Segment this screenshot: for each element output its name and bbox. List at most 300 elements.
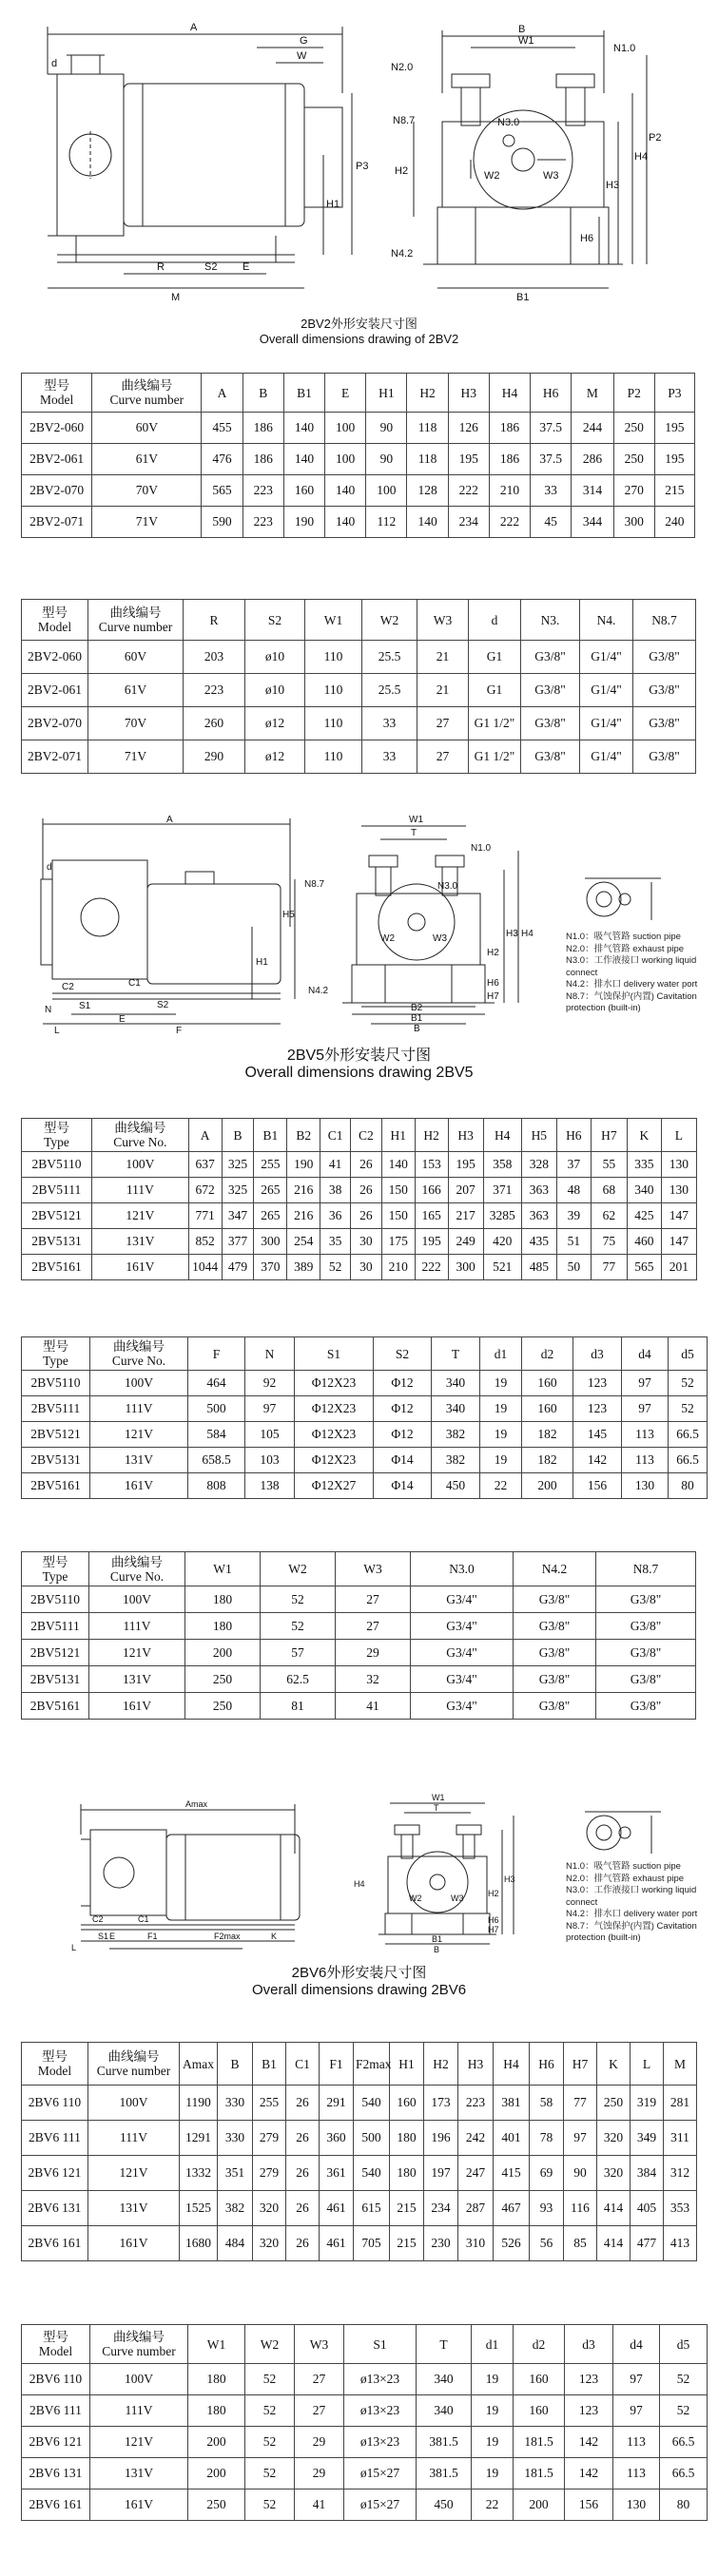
legend-line: N3.0：工作液接口 working liquid — [566, 1885, 697, 1895]
column-header-text: L — [642, 2056, 651, 2071]
table-cell: 2BV5110 — [22, 1152, 92, 1178]
table-cell: 52 — [320, 1255, 351, 1280]
table-cell: 19 — [472, 2395, 514, 2427]
table-cell: 131V — [92, 1229, 189, 1255]
column-header-text: Type — [42, 1568, 68, 1584]
table-cell: 247 — [458, 2156, 494, 2191]
table-cell: 477 — [631, 2226, 664, 2261]
table-cell: 413 — [664, 2226, 697, 2261]
table-cell: 1680 — [180, 2226, 218, 2261]
legend-line: N8.7：气蚀保护(内置) Cavitation — [566, 1920, 697, 1932]
table-cell: 150 — [381, 1203, 415, 1229]
column-header-text: S2 — [267, 612, 282, 627]
2bv6-port-legend — [566, 1861, 697, 1945]
table-cell: 181.5 — [514, 2458, 565, 2489]
table-cell: 97 — [622, 1396, 669, 1422]
legend-line: N2.0：排气管路 exhaust pipe — [566, 1873, 685, 1884]
table-cell: 565 — [627, 1255, 661, 1280]
column-header — [22, 1552, 89, 1586]
table-cell: 290 — [184, 740, 245, 774]
dim-label: S1 — [79, 1001, 91, 1011]
table-cell: 97 — [613, 2395, 660, 2427]
table-cell: 340 — [417, 2364, 472, 2395]
table-row — [22, 1448, 708, 1473]
column-header-text: Curve number — [102, 2344, 176, 2358]
column-header-text: 型号 — [42, 1554, 68, 1569]
2bv2-side-view — [38, 17, 369, 312]
column-header-text: B — [259, 385, 268, 400]
table-cell: 19 — [472, 2458, 514, 2489]
dim-label: T — [434, 1803, 439, 1813]
table-cell: 377 — [222, 1229, 254, 1255]
dim-label: C2 — [62, 982, 74, 992]
dim-label: H3 — [606, 180, 620, 191]
table-row — [22, 1203, 697, 1229]
dim-label: W3 — [433, 933, 447, 944]
table-cell: 363 — [521, 1203, 556, 1229]
column-header — [565, 2325, 613, 2364]
legend-line: N4.2：排水口 delivery water port — [566, 979, 698, 990]
table-cell: 60V — [92, 413, 202, 444]
column-header — [448, 374, 489, 413]
column-header-text: H4 — [501, 385, 518, 400]
column-header-text: B1 — [297, 385, 312, 400]
column-header — [522, 1337, 573, 1371]
column-header — [530, 2043, 564, 2086]
table-cell: 244 — [572, 413, 613, 444]
dim-label: B1 — [432, 1934, 443, 1944]
table-cell: G3/8" — [596, 1586, 696, 1613]
table-cell: 110 — [305, 740, 362, 774]
column-header-text: H5 — [531, 1127, 548, 1143]
column-header-text: W2 — [288, 1562, 307, 1576]
table-cell: 161V — [88, 2226, 180, 2261]
table-cell: 130 — [661, 1178, 696, 1203]
table-cell: 33 — [531, 475, 572, 507]
column-header-text: W3 — [363, 1562, 382, 1576]
table-cell: 2BV5111 — [22, 1396, 90, 1422]
table-cell: 111V — [88, 2121, 180, 2156]
table-cell: 2BV5111 — [22, 1178, 92, 1203]
table-cell: 195 — [448, 444, 489, 475]
dim-label: M — [171, 292, 181, 303]
table-row — [22, 1229, 697, 1255]
table-cell: 526 — [494, 2226, 530, 2261]
table-cell: 344 — [572, 507, 613, 538]
column-header-text: d4 — [638, 1346, 651, 1361]
table-cell: 340 — [432, 1371, 480, 1396]
dim-label: N — [45, 1005, 52, 1015]
column-header — [660, 2325, 708, 2364]
table-row — [22, 2086, 697, 2121]
table-cell: 328 — [521, 1152, 556, 1178]
column-header — [613, 374, 654, 413]
column-header — [245, 2325, 295, 2364]
column-header — [184, 600, 245, 641]
table-cell: 2BV6 161 — [22, 2489, 90, 2521]
table-cell: 37 — [556, 1152, 591, 1178]
dim-label: H4 — [521, 929, 534, 939]
table-cell: 92 — [245, 1371, 295, 1396]
table-cell: 215 — [654, 475, 694, 507]
dim-label: B1 — [411, 1013, 423, 1024]
column-header-text: 曲线编号 — [113, 1339, 165, 1354]
table-cell: 615 — [354, 2191, 390, 2226]
legend-line: N8.7：气蚀保护(内置) Cavitation — [566, 990, 697, 1002]
dim-label: H7 — [488, 1925, 499, 1934]
column-header-text: Curve No. — [111, 1354, 166, 1368]
table-cell: 51 — [556, 1229, 591, 1255]
table-row — [22, 674, 696, 707]
column-header-text: Model — [37, 620, 72, 634]
column-header-text: W2 — [260, 2336, 280, 2352]
table-row — [22, 2191, 697, 2226]
table-cell: 265 — [254, 1178, 287, 1203]
table-cell: 223 — [243, 475, 283, 507]
column-header — [381, 1119, 415, 1152]
2bv5-connection-detail — [566, 873, 680, 925]
table-cell: 270 — [613, 475, 654, 507]
table-cell: 52 — [261, 1613, 336, 1640]
table-cell: 382 — [432, 1422, 480, 1448]
table-cell: 216 — [287, 1178, 320, 1203]
2bv5-caption — [0, 1043, 718, 1082]
2bv2-caption — [0, 314, 718, 346]
column-header-text: 型号 — [42, 606, 68, 620]
column-header — [573, 1337, 622, 1371]
table-cell: 105 — [245, 1422, 295, 1448]
table-cell: 160 — [522, 1371, 573, 1396]
table-cell: 121V — [88, 2156, 180, 2191]
column-header — [432, 1337, 480, 1371]
table-cell: 161V — [89, 1693, 185, 1720]
column-header-text: 型号 — [43, 2330, 68, 2344]
table-cell: 165 — [415, 1203, 448, 1229]
column-header — [320, 1119, 351, 1152]
2bv2-dimension-table-1 — [21, 373, 695, 538]
table-cell: 200 — [514, 2489, 565, 2521]
table-row — [22, 1613, 696, 1640]
table-header-row — [22, 600, 696, 641]
column-header — [669, 1337, 708, 1371]
dim-label: W1 — [432, 1793, 445, 1802]
2bv6-caption — [0, 1962, 718, 1998]
table-cell: 116 — [564, 2191, 597, 2226]
table-cell: 111V — [90, 1396, 188, 1422]
caption-cn: 2BV5外形安装尺寸图 — [286, 1048, 432, 1064]
column-header — [286, 2043, 320, 2086]
table-cell: G3/8" — [596, 1613, 696, 1640]
column-header — [556, 1119, 591, 1152]
column-header — [591, 1119, 627, 1152]
column-header — [188, 1337, 245, 1371]
2bv5-dimension-table-1 — [21, 1118, 697, 1280]
table-cell: 57 — [261, 1640, 336, 1666]
column-header — [320, 2043, 354, 2086]
2bv6-front-view-svg — [352, 1792, 523, 1953]
2bv5-dimension-table-3 — [21, 1551, 696, 1720]
table-cell: G3/8" — [633, 707, 696, 740]
dim-label: H6 — [580, 233, 594, 244]
table-cell: G3/8" — [514, 1640, 596, 1666]
table-cell: 66.5 — [660, 2458, 708, 2489]
column-header-text: H2 — [433, 2056, 449, 2071]
column-header-text: C2 — [358, 1127, 374, 1143]
table-cell: 500 — [354, 2121, 390, 2156]
column-header-text: 曲线编号 — [109, 606, 162, 620]
dim-label: F1 — [147, 1932, 158, 1941]
table-cell: 97 — [622, 1371, 669, 1396]
column-header — [514, 2325, 565, 2364]
table-row — [22, 2156, 697, 2191]
column-header-text: N8.7 — [651, 612, 677, 627]
column-header — [188, 2325, 245, 2364]
dim-label: B — [518, 24, 526, 35]
column-header-text: B2 — [296, 1127, 312, 1143]
dim-label: H2 — [488, 1889, 499, 1898]
column-header — [664, 2043, 697, 2086]
table-cell: 160 — [522, 1396, 573, 1422]
dim-label: W2 — [380, 933, 395, 944]
table-cell: 30 — [350, 1229, 381, 1255]
column-header — [283, 374, 324, 413]
table-cell: 113 — [613, 2427, 660, 2458]
table-cell: 56 — [530, 2226, 564, 2261]
table-cell: 279 — [253, 2156, 286, 2191]
table-cell: 75 — [591, 1229, 627, 1255]
legend-line: N1.0：吸气管路 suction pipe — [566, 1861, 681, 1872]
table-cell: 200 — [522, 1473, 573, 1499]
table-cell: 286 — [572, 444, 613, 475]
column-header-text: Curve number — [98, 620, 173, 634]
table-cell: 1190 — [180, 2086, 218, 2121]
table-cell: 27 — [336, 1613, 411, 1640]
table-cell: ø12 — [245, 740, 305, 774]
column-header-text: W3 — [309, 2336, 329, 2352]
legend-line: protection (built-in) — [566, 1003, 641, 1013]
table-row — [22, 641, 696, 674]
table-row — [22, 2458, 708, 2489]
caption-cn: 2BV6外形安装尺寸图 — [291, 1965, 427, 1981]
table-cell: 61V — [92, 444, 202, 475]
table-cell: 19 — [480, 1448, 522, 1473]
table-cell: 2BV6 131 — [22, 2458, 90, 2489]
table-cell: 71V — [88, 740, 184, 774]
table-cell: 121V — [92, 1203, 189, 1229]
table-cell: 223 — [458, 2086, 494, 2121]
table-cell: 52 — [245, 2458, 295, 2489]
table-cell: 2BV2-070 — [22, 707, 88, 740]
table-cell: 450 — [417, 2489, 472, 2521]
table-cell: 123 — [565, 2364, 613, 2395]
2bv2-dimension-table-2 — [21, 599, 696, 774]
dim-label: H6 — [487, 978, 499, 989]
column-header — [417, 600, 469, 641]
table-cell: 1044 — [188, 1255, 222, 1280]
column-header-text: M — [673, 2056, 686, 2071]
dim-label: B2 — [411, 1003, 423, 1013]
table-cell: 234 — [448, 507, 489, 538]
column-header — [261, 1552, 336, 1586]
table-row — [22, 1371, 708, 1396]
column-header-text: A — [200, 1127, 210, 1143]
column-header — [92, 374, 202, 413]
table-cell: 216 — [287, 1203, 320, 1229]
table-cell: 131V — [88, 2191, 180, 2226]
table-cell: G1/4" — [580, 707, 633, 740]
column-header — [350, 1119, 381, 1152]
table-cell: 61V — [88, 674, 184, 707]
table-cell: 382 — [218, 2191, 253, 2226]
dim-label: F — [176, 1026, 183, 1036]
dim-label: L — [71, 1943, 77, 1952]
table-cell: 85 — [564, 2226, 597, 2261]
dim-label: A — [190, 22, 198, 33]
table-cell: 153 — [415, 1152, 448, 1178]
table-row — [22, 507, 695, 538]
table-cell: 467 — [494, 2191, 530, 2226]
table-cell: 180 — [188, 2395, 245, 2427]
connection-detail-svg — [566, 873, 680, 925]
table-cell: 319 — [631, 2086, 664, 2121]
table-row — [22, 1178, 697, 1203]
caption-en: Overall dimensions drawing of 2BV2 — [259, 332, 459, 346]
column-header — [424, 2043, 458, 2086]
table-row — [22, 2121, 697, 2156]
dim-label: R — [157, 261, 165, 273]
table-cell: 32 — [336, 1666, 411, 1693]
table-cell: 2BV2-061 — [22, 444, 92, 475]
dim-label: E — [119, 1014, 126, 1025]
table-cell: 123 — [565, 2395, 613, 2427]
table-cell: 672 — [188, 1178, 222, 1203]
2bv6-front-view — [352, 1792, 523, 1953]
column-header-text: H2 — [419, 385, 436, 400]
column-header-text: Curve No. — [113, 1135, 167, 1149]
table-header-row — [22, 1552, 696, 1586]
table-cell: 500 — [188, 1396, 245, 1422]
table-cell: ø15×27 — [344, 2458, 417, 2489]
table-cell: 19 — [480, 1396, 522, 1422]
table-cell: 118 — [407, 413, 448, 444]
column-header-text: Model — [38, 2344, 73, 2358]
column-header — [295, 2325, 344, 2364]
table-cell: 186 — [489, 413, 530, 444]
dim-label: N8.7 — [393, 115, 416, 126]
table-cell: 312 — [664, 2156, 697, 2191]
column-header-text: S1 — [326, 1346, 341, 1361]
column-header — [89, 1552, 185, 1586]
column-header — [22, 600, 88, 641]
2bv2-front-view — [385, 17, 699, 302]
2bv6-connection-detail — [566, 1806, 680, 1858]
table-cell: 2BV5131 — [22, 1229, 92, 1255]
dim-label: G — [300, 35, 308, 47]
table-cell: 140 — [381, 1152, 415, 1178]
table-cell: 111V — [89, 1613, 185, 1640]
column-header — [613, 2325, 660, 2364]
column-header-text: d5 — [681, 1346, 694, 1361]
table-cell: 147 — [661, 1229, 696, 1255]
dim-label: H3 — [506, 929, 518, 939]
column-header-text: H6 — [566, 1127, 582, 1143]
table-cell: 22 — [472, 2489, 514, 2521]
column-header-text: d2 — [540, 1346, 554, 1361]
dim-label: H3 — [504, 1874, 515, 1884]
column-header — [627, 1119, 661, 1152]
table-cell: 19 — [480, 1422, 522, 1448]
column-header-text: L — [674, 1127, 684, 1143]
table-cell: 100 — [325, 413, 366, 444]
table-cell: 186 — [243, 444, 283, 475]
column-header-text: T — [451, 1346, 460, 1361]
table-cell: 195 — [448, 1152, 483, 1178]
table-cell: 250 — [188, 2489, 245, 2521]
table-cell: ø13×23 — [344, 2427, 417, 2458]
table-cell: Φ12 — [374, 1371, 432, 1396]
table-cell: 121V — [90, 2427, 188, 2458]
column-header-text: T — [439, 2336, 448, 2352]
dim-label: P3 — [356, 161, 369, 172]
table-cell: 2BV2-071 — [22, 507, 92, 538]
table-cell: 113 — [622, 1448, 669, 1473]
column-header-text: H3 — [460, 385, 477, 400]
table-cell: 130 — [622, 1473, 669, 1499]
dim-label: C1 — [128, 978, 141, 989]
column-header — [295, 1337, 374, 1371]
table-cell: 175 — [381, 1229, 415, 1255]
table-cell: 30 — [350, 1255, 381, 1280]
table-cell: 200 — [188, 2427, 245, 2458]
table-cell: 128 — [407, 475, 448, 507]
table-cell: 484 — [218, 2226, 253, 2261]
legend-line: N1.0：吸气管路 suction pipe — [566, 932, 681, 942]
column-header — [654, 374, 694, 413]
column-header-text: A — [217, 385, 227, 400]
legend-line: connect — [566, 1896, 598, 1908]
table-cell: 142 — [573, 1448, 622, 1473]
column-header — [185, 1552, 261, 1586]
table-cell: 52 — [245, 2395, 295, 2427]
table-cell: 80 — [660, 2489, 708, 2521]
2bv5-side-view — [33, 813, 304, 1036]
table-cell: 250 — [185, 1666, 261, 1693]
2bv5-dimension-table-2 — [21, 1336, 708, 1499]
column-header — [531, 374, 572, 413]
table-cell: 479 — [222, 1255, 254, 1280]
column-header — [483, 1119, 521, 1152]
table-cell: 52 — [660, 2395, 708, 2427]
table-cell: 160 — [283, 475, 324, 507]
table-cell: G3/8" — [521, 740, 580, 774]
table-cell: 401 — [494, 2121, 530, 2156]
table-cell: 97 — [613, 2364, 660, 2395]
table-row — [22, 2364, 708, 2395]
table-cell: G3/8" — [596, 1640, 696, 1666]
table-cell: 37.5 — [531, 444, 572, 475]
table-cell: 123 — [573, 1396, 622, 1422]
column-header-text: Model — [37, 2064, 72, 2078]
2bv5-front-view-svg — [304, 813, 552, 1034]
column-header — [22, 2043, 88, 2086]
table-cell: Φ12 — [374, 1396, 432, 1422]
column-header — [243, 374, 283, 413]
table-cell: Φ12X23 — [295, 1371, 374, 1396]
table-cell: Φ12 — [374, 1422, 432, 1448]
table-cell: G3/8" — [521, 674, 580, 707]
table-cell: 222 — [448, 475, 489, 507]
column-header-text: d3 — [582, 2336, 595, 2352]
